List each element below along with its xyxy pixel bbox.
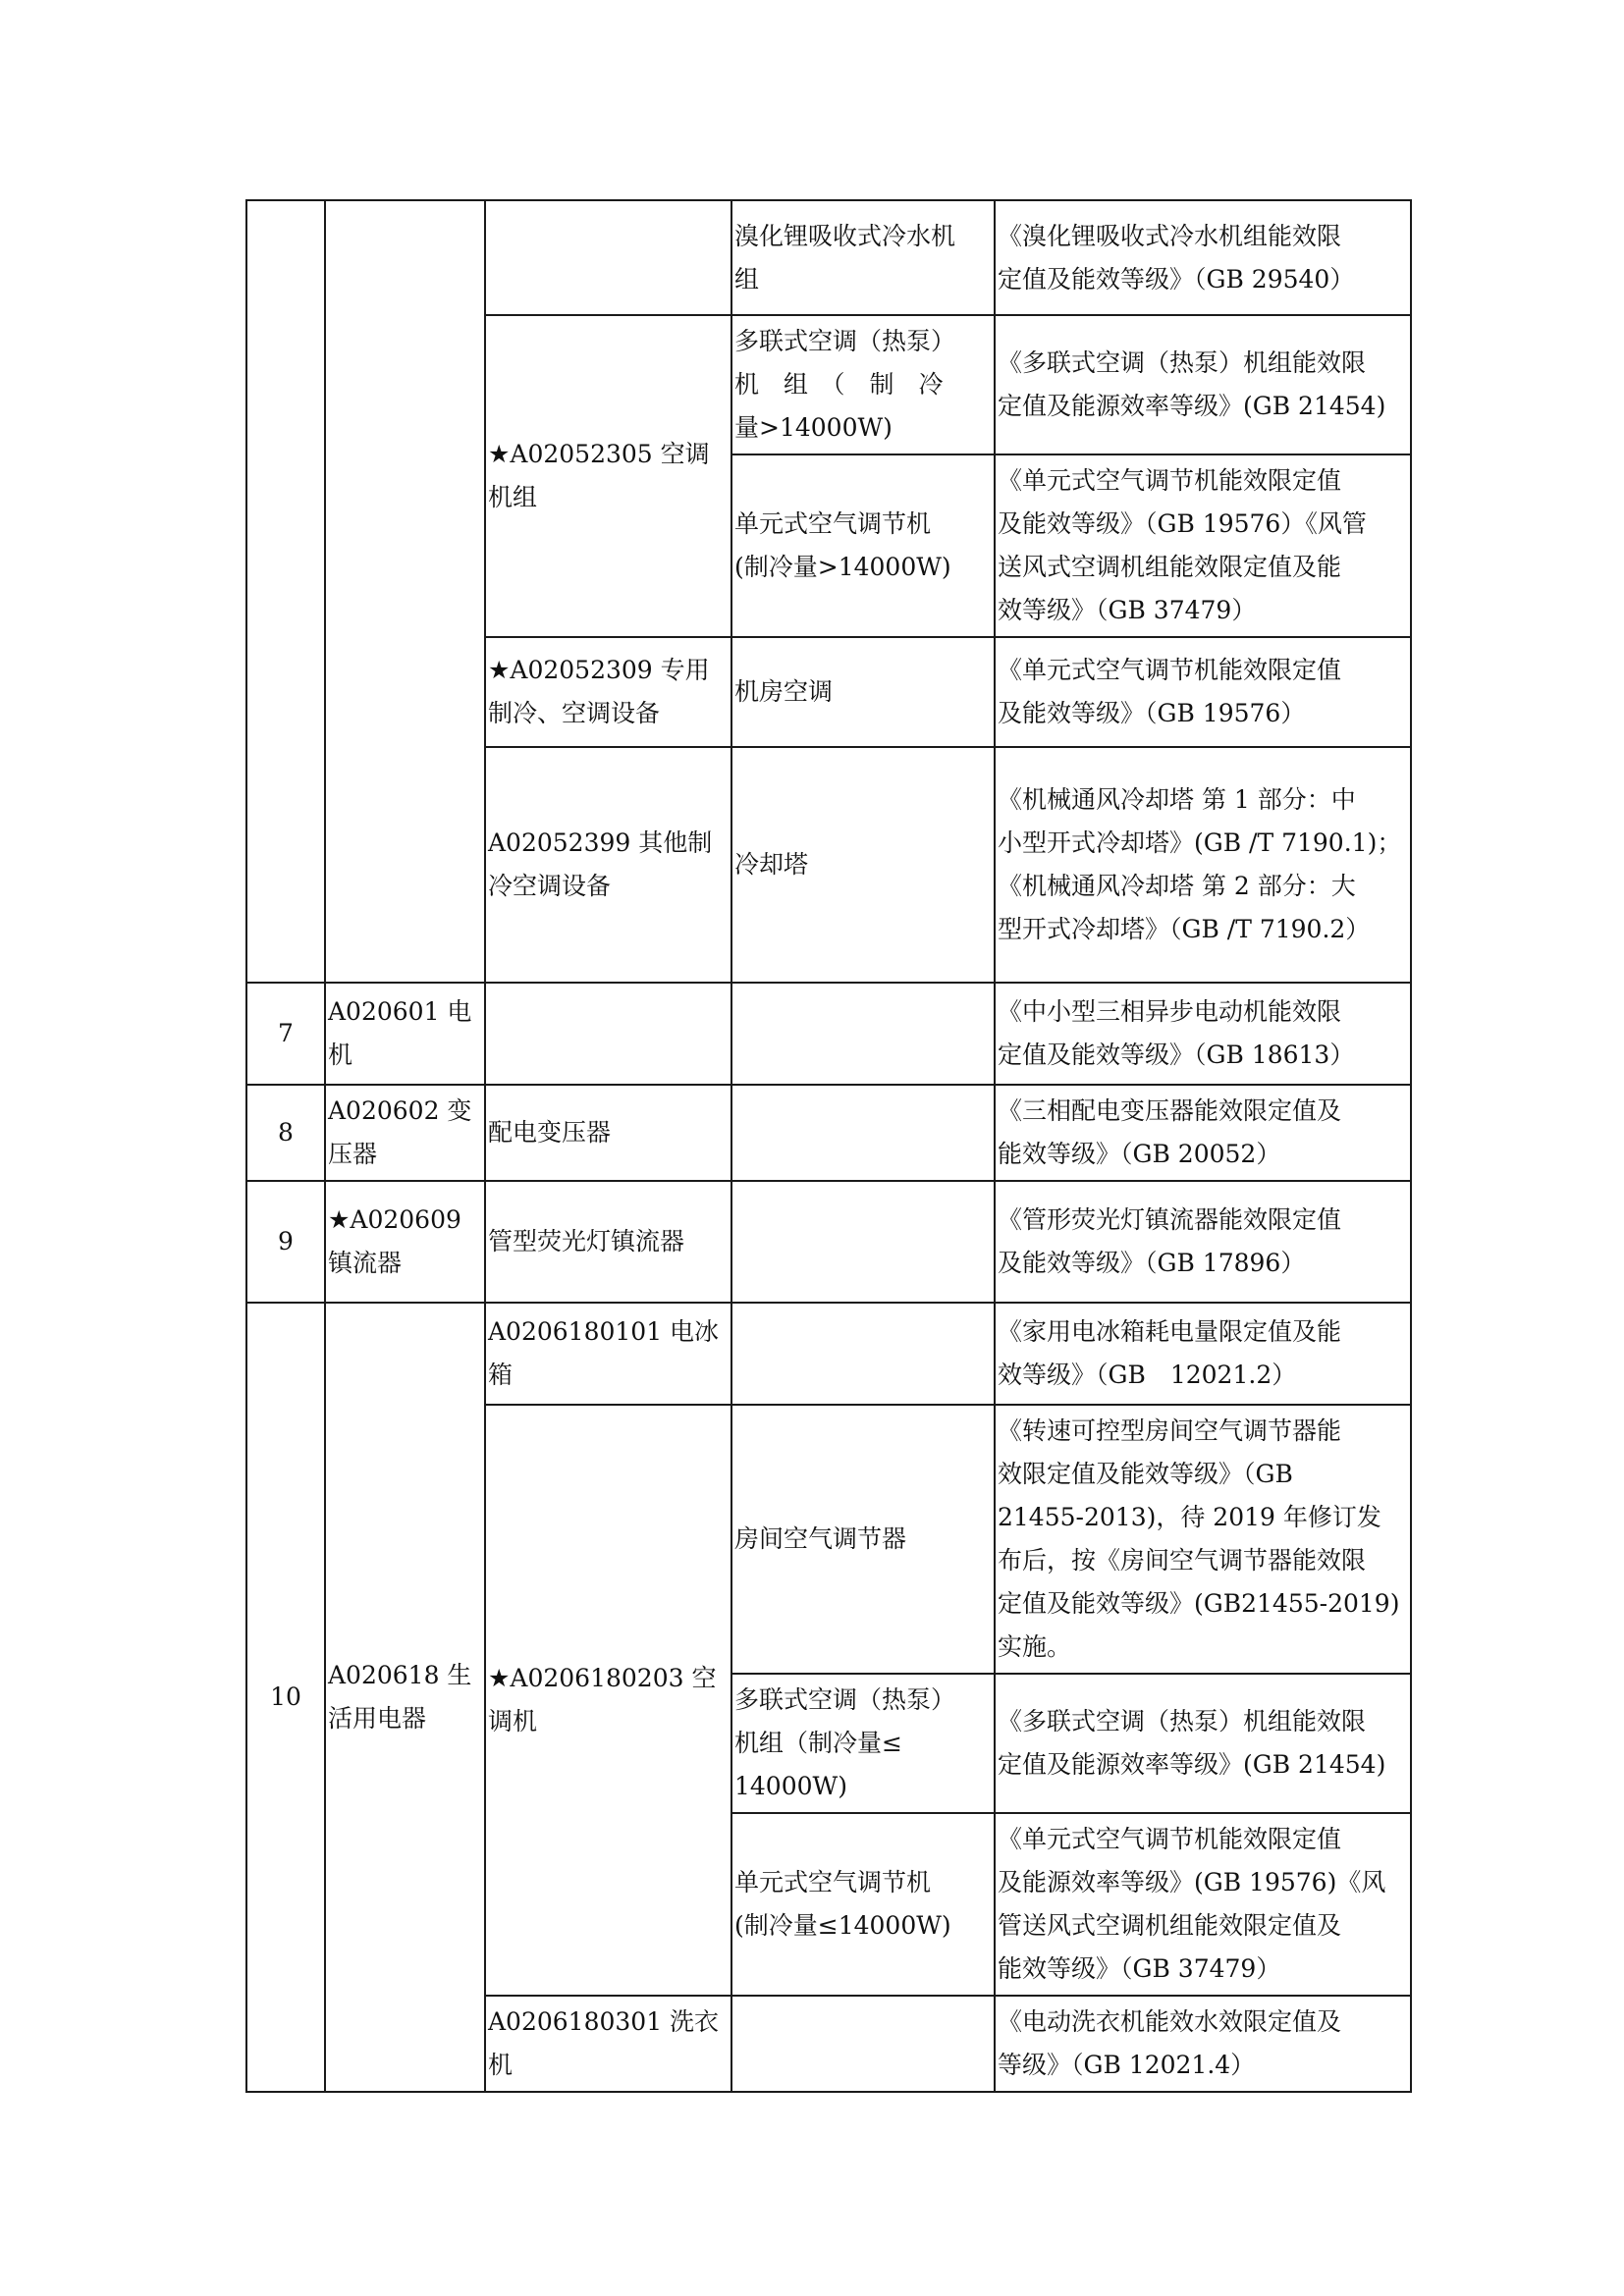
item-cell: 配电变压器 bbox=[485, 1085, 731, 1181]
category-cell: ★A020609 镇流器 bbox=[325, 1181, 485, 1303]
row-number-cell: 7 bbox=[246, 983, 325, 1085]
category-cell: A020602 变压器 bbox=[325, 1085, 485, 1181]
row-number-cell: 10 bbox=[246, 1303, 325, 2092]
item-cell: A0206180301 洗衣机 bbox=[485, 1996, 731, 2092]
item-cell: ★A0206180203 空调机 bbox=[485, 1405, 731, 1996]
product-cell: 单元式空气调节机 (制冷量>14000W) bbox=[731, 454, 995, 637]
standard-cell: 《转速可控型房间空气调节器能 效限定值及能效等级》（GB 21455-2013)，待 2019 年修订发 布后，按《房间空气调节器能效限 定值及能效等级》(GB21455-2019) 实施。 bbox=[995, 1405, 1411, 1674]
item-cell bbox=[485, 983, 731, 1085]
item-cell bbox=[485, 200, 731, 315]
table-row bbox=[246, 1303, 1411, 1405]
item-cell: ★A02052309 专用制冷、空调设备 bbox=[485, 637, 731, 747]
item-cell: A0206180101 电冰箱 bbox=[485, 1303, 731, 1405]
product-cell: 单元式空气调节机 (制冷量≤14000W) bbox=[731, 1813, 995, 1996]
standard-cell: 《家用电冰箱耗电量限定值及能 效等级》（GB 12021.2） bbox=[995, 1303, 1411, 1405]
category-cell: A020601 电机 bbox=[325, 983, 485, 1085]
product-cell bbox=[731, 1181, 995, 1303]
product-cell: 多联式空调（热泵） 机 组 （ 制 冷 量>14000W) bbox=[731, 315, 995, 454]
row-number-cell: 9 bbox=[246, 1181, 325, 1303]
product-cell: 溴化锂吸收式冷水机 组 bbox=[731, 200, 995, 315]
standard-cell: 《单元式空气调节机能效限定值 及能源效率等级》(GB 19576)《风 管送风式空调机组能效限定值及 能效等级》（GB 37479） bbox=[995, 1813, 1411, 1996]
standard-cell: 《三相配电变压器能效限定值及 能效等级》（GB 20052） bbox=[995, 1085, 1411, 1181]
product-cell: 房间空气调节器 bbox=[731, 1405, 995, 1674]
standards-table bbox=[245, 199, 1412, 2093]
table-row bbox=[246, 200, 1411, 315]
row-number-cell: 8 bbox=[246, 1085, 325, 1181]
item-cell: ★A02052305 空调机组 bbox=[485, 315, 731, 637]
standard-cell: 《机械通风冷却塔 第 1 部分：中 小型开式冷却塔》(GB /T 7190.1)； 《机械通风冷却塔 第 2 部分：大 型开式冷却塔》（GB /T 7190.2） bbox=[995, 747, 1411, 983]
product-cell bbox=[731, 1996, 995, 2092]
category-cell bbox=[325, 200, 485, 983]
product-cell: 机房空调 bbox=[731, 637, 995, 747]
product-cell bbox=[731, 1303, 995, 1405]
standard-cell: 《管形荧光灯镇流器能效限定值 及能效等级》（GB 17896） bbox=[995, 1181, 1411, 1303]
standard-cell: 《单元式空气调节机能效限定值 及能效等级》（GB 19576） bbox=[995, 637, 1411, 747]
product-cell: 多联式空调（热泵） 机组（制冷量≤ 14000W) bbox=[731, 1674, 995, 1813]
standard-cell: 《中小型三相异步电动机能效限 定值及能效等级》（GB 18613） bbox=[995, 983, 1411, 1085]
standard-cell: 《溴化锂吸收式冷水机组能效限 定值及能效等级》（GB 29540） bbox=[995, 200, 1411, 315]
product-cell: 冷却塔 bbox=[731, 747, 995, 983]
table-row bbox=[246, 1181, 1411, 1303]
standard-cell: 《单元式空气调节机能效限定值 及能效等级》（GB 19576）《风管 送风式空调机组能效限定值及能 效等级》（GB 37479） bbox=[995, 454, 1411, 637]
category-cell: A020618 生活用电器 bbox=[325, 1303, 485, 2092]
table-row bbox=[246, 1085, 1411, 1181]
table-row bbox=[246, 983, 1411, 1085]
row-number-cell bbox=[246, 200, 325, 983]
item-cell: A02052399 其他制冷空调设备 bbox=[485, 747, 731, 983]
standard-cell: 《电动洗衣机能效水效限定值及 等级》（GB 12021.4） bbox=[995, 1996, 1411, 2092]
standard-cell: 《多联式空调（热泵）机组能效限 定值及能源效率等级》(GB 21454) bbox=[995, 315, 1411, 454]
standard-cell: 《多联式空调（热泵）机组能效限 定值及能源效率等级》(GB 21454) bbox=[995, 1674, 1411, 1813]
product-cell bbox=[731, 983, 995, 1085]
product-cell bbox=[731, 1085, 995, 1181]
item-cell: 管型荧光灯镇流器 bbox=[485, 1181, 731, 1303]
